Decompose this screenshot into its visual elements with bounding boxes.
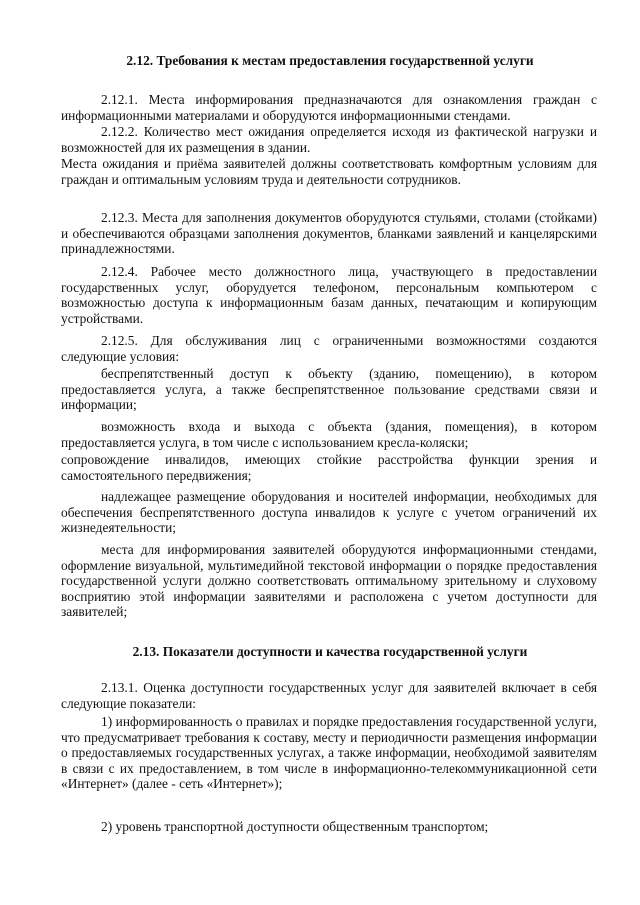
- indicator-item-1: 1) информированность о правилах и порядке предоставления государственной услуги, что предусматривает требования к составу, месту и периодичности размещения информации о предоставляемых государственных услугах, а также информации, необходимой заявителям в связи с их предоставлением, в том числе в информационно-телекоммуникационной сети «Интернет» (далее - сеть «Интернет»);: [61, 714, 597, 792]
- condition-item-5: места для информирования заявителей оборудуются информационными стендами, оформление визуальной, мультимедийной текстовой информации о порядке предоставления государственной услуги должно соответствовать оптимальному зрительному и слуховому восприятию этой информации заявителями и расположена с учетом доступности для заявителей;: [61, 542, 597, 620]
- condition-item-3: сопровождение инвалидов, имеющих стойкие расстройства функции зрения и самостоятельного передвижения;: [61, 452, 597, 483]
- condition-item-1: беспрепятственный доступ к объекту (зданию, помещению), в котором предоставляется услуга, а также беспрепятственное пользование средствами связи и информации;: [61, 366, 597, 413]
- paragraph-2-12-1: 2.12.1. Места информирования предназначаются для ознакомления граждан с информационными материалами и оборудуются информационными стендами.: [61, 92, 597, 123]
- section-heading-2-13: 2.13. Показатели доступности и качества государственной услуги: [132, 644, 528, 659]
- paragraph-2-12-2: 2.12.2. Количество мест ожидания определяется исходя из фактической нагрузки и возможностей для их размещения в здании.: [61, 124, 597, 155]
- section-heading-2-12: 2.12. Требования к местам предоставления государственной услуги: [126, 53, 534, 68]
- paragraph-2-12-3: 2.12.3. Места для заполнения документов оборудуются стульями, столами (стойками) и обеспечиваются образцами заполнения документов, бланками заявлений и канцелярскими принадлежностями.: [61, 210, 597, 257]
- indicator-item-2: 2) уровень транспортной доступности общественным транспортом;: [101, 819, 489, 834]
- condition-item-4: надлежащее размещение оборудования и носителей информации, необходимых для обеспечения беспрепятственного доступа инвалидов к услуге с учетом ограничений их жизнедеятельности;: [61, 489, 597, 536]
- paragraph-2-13-1: 2.13.1. Оценка доступности государственных услуг для заявителей включает в себя следующие показатели:: [61, 680, 597, 711]
- condition-item-2: возможность входа и выхода с объекта (здания, помещения), в котором предоставляется услуга, в том числе с использованием кресла-коляски;: [61, 419, 597, 450]
- paragraph-2-12-4: 2.12.4. Рабочее место должностного лица, участвующего в предоставлении государственных услуг, оборудуется телефоном, персональным компьютером с возможностью доступа к информационным базам данных, печатающим и копирующим устройствами.: [61, 264, 597, 326]
- paragraph-2-12-2-continuation: Места ожидания и приёма заявителей должны соответствовать комфортным условиям для граждан и оптимальным условиям труда и деятельности сотрудников.: [61, 156, 597, 187]
- paragraph-2-12-5: 2.12.5. Для обслуживания лиц с ограниченными возможностями создаются следующие условия:: [61, 333, 597, 364]
